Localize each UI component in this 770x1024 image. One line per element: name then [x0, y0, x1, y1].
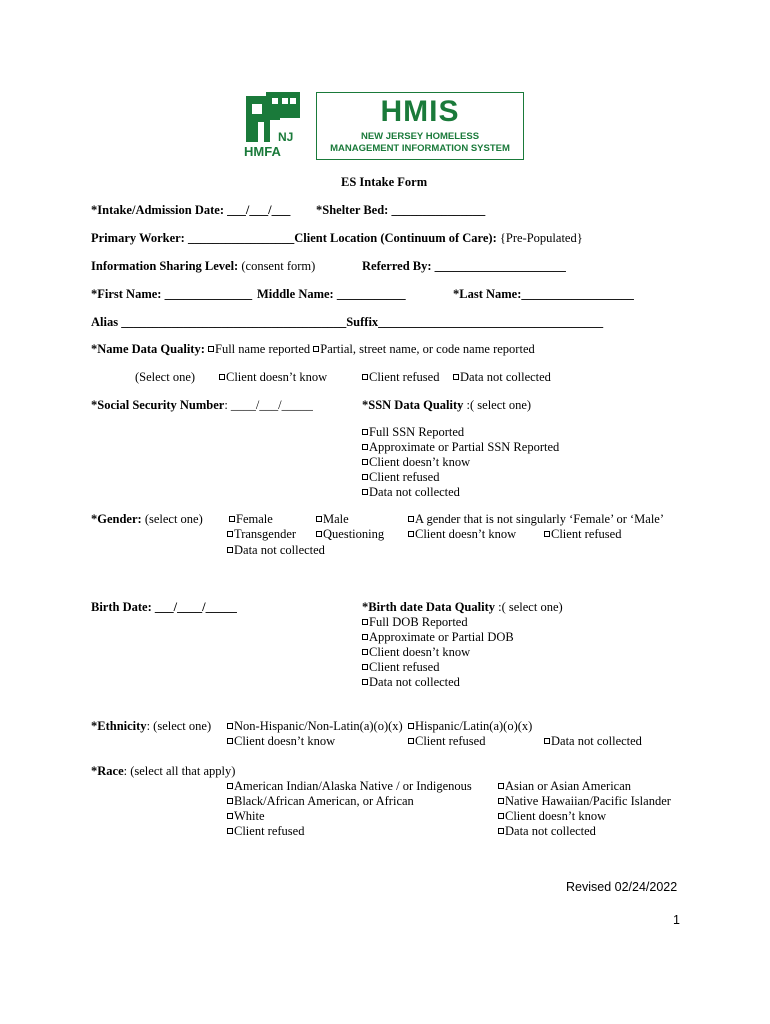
ssn-row: [91, 398, 313, 413]
option-label: Native Hawaiian/Pacific Islander: [505, 794, 671, 808]
option-label: Approximate or Partial DOB: [369, 630, 514, 644]
option-label: A gender that is not singularly ‘Female’ or ‘Male’: [415, 512, 665, 526]
option-label: Client refused: [234, 824, 305, 838]
option-label: Client doesn’t know: [505, 809, 607, 823]
gender-option-male[interactable]: [316, 512, 349, 527]
ethnicity-option-hispanic[interactable]: [408, 719, 532, 734]
hmfa-logo: [244, 92, 306, 160]
ssn-quality-label: *SSN Data Quality: [362, 398, 464, 412]
birth-date-field[interactable]: Birth Date: ___/____/_____: [91, 600, 237, 614]
gender-option-transgender[interactable]: [227, 527, 296, 542]
checkbox[interactable]: [408, 723, 414, 729]
option-label: Data not collected: [505, 824, 596, 838]
info-sharing-value: (consent form): [241, 259, 316, 273]
checkbox[interactable]: [313, 346, 319, 352]
gender-option-nonbinary[interactable]: [408, 512, 664, 527]
alias-field[interactable]: Alias ____________________________________: [91, 315, 347, 329]
option-label: Data not collected: [234, 543, 325, 557]
birth-quality-option[interactable]: [362, 615, 468, 630]
hmis-title: HMIS: [380, 95, 460, 128]
name-quality-option-dk[interactable]: [219, 370, 327, 385]
option-label: Full SSN Reported: [369, 425, 465, 439]
hmis-subtitle-line2: MANAGEMENT INFORMATION SYSTEM: [330, 143, 510, 154]
checkbox[interactable]: [362, 679, 368, 685]
option-label: Client doesn’t know: [415, 527, 517, 541]
race-label: *Race: [91, 764, 124, 778]
race-option[interactable]: [498, 809, 606, 824]
birth-quality-select-hint: :( select one): [494, 600, 563, 614]
gender-label-row: [91, 512, 203, 527]
name-quality-label: *Name Data Quality:: [91, 342, 205, 356]
primary-worker-row: [91, 231, 583, 246]
checkbox[interactable]: [362, 444, 368, 450]
suffix-field[interactable]: Suffix____________________________________: [346, 315, 604, 329]
race-option[interactable]: [227, 779, 472, 794]
checkbox[interactable]: [227, 828, 233, 834]
race-option[interactable]: [498, 824, 596, 839]
revised-date: Revised 02/24/2022: [566, 880, 678, 894]
gender-option-refused[interactable]: [544, 527, 621, 542]
option-label: Client refused: [551, 527, 622, 541]
checkbox[interactable]: [498, 828, 504, 834]
info-sharing-label: Information Sharing Level:: [91, 259, 239, 273]
birth-quality-option[interactable]: [362, 630, 514, 645]
building-icon: [244, 92, 306, 144]
primary-worker-field[interactable]: Primary Worker: _________________: [91, 231, 295, 245]
option-label: Client refused: [369, 660, 440, 674]
checkbox[interactable]: [498, 813, 504, 819]
option-label: Data not collected: [369, 485, 460, 499]
ssn-quality-header: [362, 398, 531, 413]
gender-option-female[interactable]: [229, 512, 273, 527]
name-quality-option-refused[interactable]: [362, 370, 439, 385]
ethnicity-label: *Ethnicity: [91, 719, 147, 733]
ssn-quality-select-hint: :( select one): [463, 398, 532, 412]
checkbox[interactable]: [227, 723, 233, 729]
gender-option-dk[interactable]: [408, 527, 516, 542]
option-label: Data not collected: [460, 370, 551, 384]
option-label: Female: [236, 512, 273, 526]
checkbox[interactable]: [362, 489, 368, 495]
birth-quality-option[interactable]: [362, 660, 439, 675]
option-label: Client doesn’t know: [234, 734, 336, 748]
checkbox[interactable]: [544, 738, 550, 744]
checkbox[interactable]: [544, 531, 550, 537]
ethnicity-option-nonhispanic[interactable]: [227, 719, 403, 734]
middle-name-field[interactable]: Middle Name: ___________: [257, 287, 406, 301]
checkbox[interactable]: [362, 634, 368, 640]
referred-by-field[interactable]: Referred By: _____________________: [362, 259, 566, 273]
option-label: American Indian/Alaska Native / or Indigenous: [234, 779, 472, 793]
ssn-quality-option[interactable]: [362, 470, 439, 485]
option-label: Questioning: [323, 527, 385, 541]
checkbox[interactable]: [229, 516, 235, 522]
race-select-hint: : (select all that apply): [123, 764, 236, 778]
option-label: Approximate or Partial SSN Reported: [369, 440, 560, 454]
checkbox[interactable]: [227, 738, 233, 744]
race-label-row: [91, 764, 235, 779]
checkbox[interactable]: [362, 429, 368, 435]
race-option[interactable]: [227, 824, 304, 839]
ethnicity-select-hint: : (select one): [146, 719, 212, 733]
option-label: Data not collected: [369, 675, 460, 689]
checkbox[interactable]: [453, 374, 459, 380]
checkbox[interactable]: [362, 649, 368, 655]
ssn-field[interactable]: : ____/___/_____: [224, 398, 313, 412]
shelter-bed-field[interactable]: *Shelter Bed: _______________: [316, 203, 486, 217]
gender-option-dnc[interactable]: [227, 543, 325, 558]
ethnicity-option-refused[interactable]: [408, 734, 485, 749]
option-label: Client doesn’t know: [369, 645, 471, 659]
ethnicity-option-dnc[interactable]: [544, 734, 642, 749]
race-option[interactable]: [498, 794, 671, 809]
form-title: ES Intake Form: [341, 175, 428, 189]
name-quality-option-dnc[interactable]: [453, 370, 551, 385]
checkbox[interactable]: [208, 346, 214, 352]
ssn-quality-option[interactable]: [362, 455, 470, 470]
checkbox[interactable]: [362, 664, 368, 670]
birth-quality-header: [362, 600, 563, 615]
checkbox[interactable]: [219, 374, 225, 380]
option-label: Full DOB Reported: [369, 615, 468, 629]
name-quality-option: Partial, street name, or code name reported: [320, 342, 535, 356]
option-label: Male: [323, 512, 349, 526]
race-option[interactable]: [498, 779, 631, 794]
client-location-label: Client Location (Continuum of Care):: [294, 231, 497, 245]
gender-label: *Gender:: [91, 512, 142, 526]
checkbox[interactable]: [408, 738, 414, 744]
gender-option-questioning[interactable]: [316, 527, 384, 542]
alias-suffix-row: [91, 315, 603, 330]
birth-quality-label: *Birth date Data Quality: [362, 600, 495, 614]
option-label: Client refused: [415, 734, 486, 748]
ssn-label: *Social Security Number: [91, 398, 225, 412]
option-label: Asian or Asian American: [505, 779, 632, 793]
race-option[interactable]: [227, 809, 265, 824]
checkbox[interactable]: [316, 531, 322, 537]
first-name-field[interactable]: *First Name: ______________: [91, 287, 253, 301]
ethnicity-option-dk[interactable]: [227, 734, 335, 749]
birth-quality-option[interactable]: [362, 645, 470, 660]
intake-date-field[interactable]: *Intake/Admission Date: ___/___/___: [91, 203, 291, 217]
hmis-logo: [316, 92, 524, 160]
nj-mark: NJ: [278, 130, 294, 144]
checkbox[interactable]: [498, 783, 504, 789]
name-quality-option: Full name reported: [215, 342, 311, 356]
checkbox[interactable]: [227, 798, 233, 804]
option-label: Client doesn’t know: [369, 455, 471, 469]
birth-quality-option[interactable]: [362, 675, 460, 690]
option-label: Hispanic/Latin(a)(o)(x): [415, 719, 533, 733]
hmfa-abbrev: HMFA: [244, 144, 281, 159]
race-option[interactable]: [227, 794, 414, 809]
checkbox[interactable]: [408, 516, 414, 522]
option-label: Transgender: [234, 527, 297, 541]
ssn-quality-option[interactable]: [362, 440, 559, 455]
ssn-quality-option[interactable]: [362, 425, 464, 440]
checkbox[interactable]: [227, 531, 233, 537]
checkbox[interactable]: [227, 547, 233, 553]
checkbox[interactable]: [227, 813, 233, 819]
name-quality-select-hint: (Select one): [135, 370, 196, 384]
info-sharing-row: [91, 259, 315, 274]
checkbox[interactable]: [498, 798, 504, 804]
option-label: Black/African American, or African: [234, 794, 414, 808]
page-number: 1: [673, 913, 680, 927]
client-location-value: {Pre-Populated}: [499, 231, 583, 245]
option-label: Client refused: [369, 370, 440, 384]
checkbox[interactable]: [362, 459, 368, 465]
hmis-subtitle-line1: NEW JERSEY HOMELESS: [360, 131, 480, 142]
checkbox[interactable]: [408, 531, 414, 537]
name-quality-row: [91, 342, 535, 357]
checkbox[interactable]: [316, 516, 322, 522]
checkbox[interactable]: [362, 474, 368, 480]
ssn-quality-option[interactable]: [362, 485, 460, 500]
option-label: Client doesn’t know: [226, 370, 328, 384]
gender-select-hint: (select one): [141, 512, 203, 526]
checkbox[interactable]: [227, 783, 233, 789]
checkbox[interactable]: [362, 374, 368, 380]
option-label: White: [234, 809, 265, 823]
option-label: Non-Hispanic/Non-Latin(a)(o)(x): [234, 719, 403, 733]
option-label: Data not collected: [551, 734, 642, 748]
checkbox[interactable]: [362, 619, 368, 625]
last-name-field[interactable]: *Last Name:__________________: [453, 287, 634, 301]
option-label: Client refused: [369, 470, 440, 484]
ethnicity-label-row: [91, 719, 211, 734]
